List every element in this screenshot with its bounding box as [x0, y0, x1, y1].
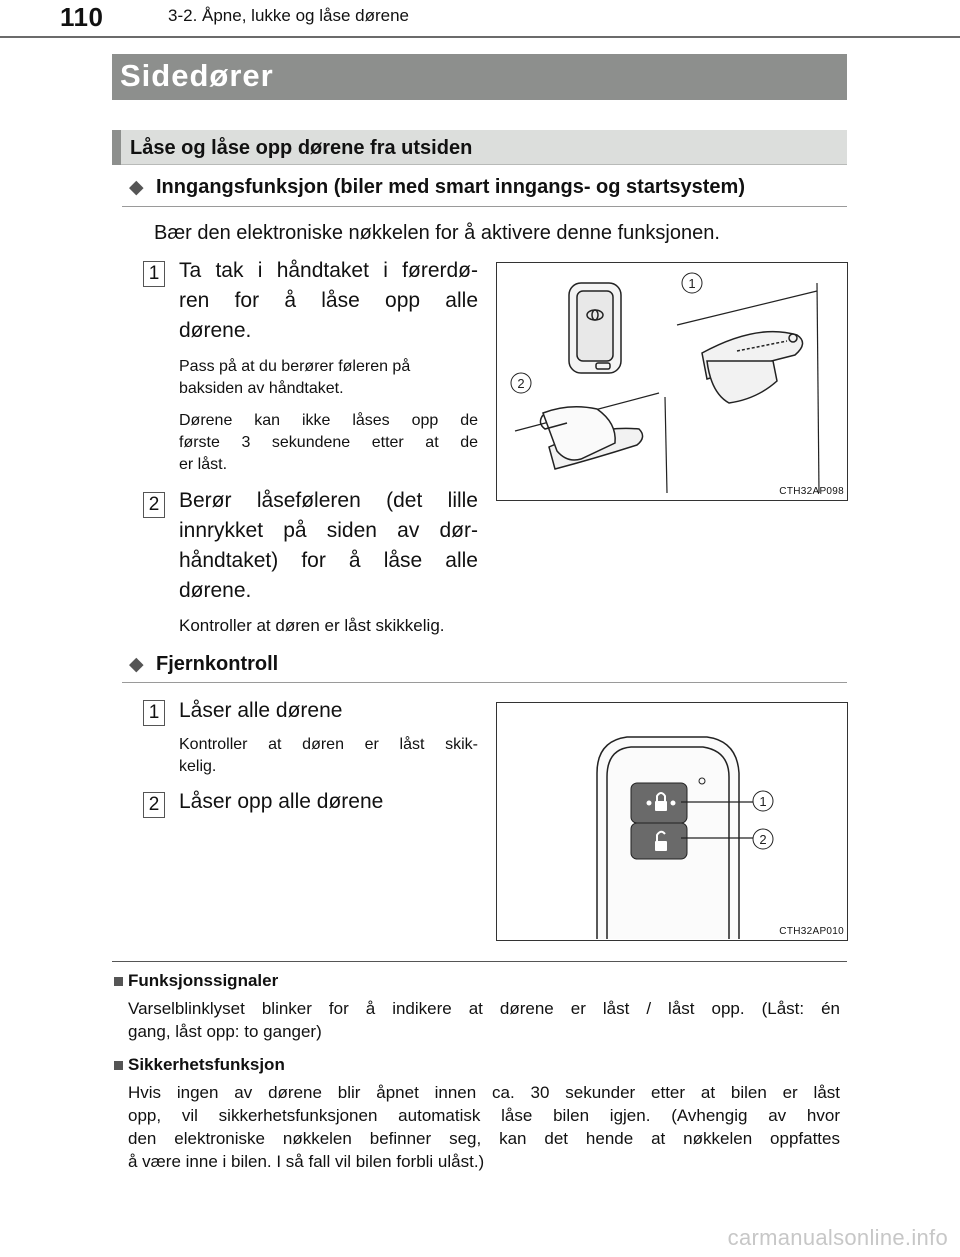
square-bullet-icon — [114, 1061, 123, 1070]
note-line: kelig. — [179, 758, 217, 775]
note-line: Hvis ingen av dørene blir åpnet innen ca. 30 sekunder etter at bilen er låst — [128, 1083, 840, 1102]
figure-code: CTH32AP010 — [779, 926, 844, 937]
diamond-icon: ◆ — [129, 654, 144, 675]
step2-line: innrykket på siden av dør- — [179, 519, 478, 542]
entry-heading: Inngangsfunksjon (biler med smart inngangs- og startsystem) — [156, 176, 745, 198]
remote-step1-note — [179, 734, 478, 778]
note-body — [128, 997, 840, 1043]
callout-1-label: 1 — [759, 794, 767, 809]
remote-illustration — [497, 703, 847, 940]
step-number-1: 1 — [143, 261, 165, 287]
note-line: gang, låst opp: to ganger) — [128, 1022, 322, 1041]
note-line: opp, vil sikkerhetsfunksjonen automatisk låse bilen igjen. (Avhengig av hvor — [128, 1106, 840, 1125]
entry-step2-note: Kontroller at døren er låst skikkelig. — [179, 616, 445, 635]
step1-line: ren for å låse opp alle — [179, 289, 478, 312]
step2-line: dørene. — [179, 579, 252, 602]
note-line: baksiden av håndtaket. — [179, 380, 344, 397]
running-title: 3-2. Åpne, lukke og låse dørene — [168, 6, 409, 25]
note-line: den elektroniske nøkkelen befinner seg, kan det hende at nøkkelen oppfattes — [128, 1129, 840, 1148]
callout-1-label: 1 — [688, 276, 696, 291]
note-line: Dørene kan ikke låses opp de — [179, 412, 478, 429]
step1-line: Ta tak i håndtaket i førerdø- — [179, 259, 478, 282]
remote-step-number-1: 1 — [143, 700, 165, 726]
door-handle-illustration — [497, 263, 847, 500]
note-title: Funksjonssignaler — [128, 971, 279, 990]
lock-button — [631, 783, 687, 823]
note-line: Pass på at du berører føleren på — [179, 358, 411, 375]
note-line: første 3 sekundene etter at de — [179, 434, 478, 451]
remote-heading: Fjernkontroll — [156, 653, 279, 675]
step2-line: håndtaket) for å låse alle — [179, 549, 478, 572]
note-line: Varselblinklyset blinker for å indikere at dørene er låst / låst opp. (Låst: én — [128, 999, 840, 1018]
remote-heading-rule — [122, 682, 847, 683]
entry-intro: Bær den elektroniske nøkkelen for å aktivere denne funksjonen. — [154, 222, 720, 244]
entry-heading-rule — [122, 206, 847, 207]
note-line: er låst. — [179, 456, 228, 473]
unlock-button — [631, 823, 687, 859]
notes-rule — [112, 961, 847, 962]
entry-step1-note1 — [179, 356, 478, 400]
diamond-icon: ◆ — [129, 177, 144, 198]
remote-step-number-2: 2 — [143, 792, 165, 818]
door-handle-upper — [702, 332, 803, 403]
section-title: Sidedører — [120, 58, 274, 93]
note-line: Kontroller at døren er låst skik- — [179, 736, 478, 753]
subsection-accent — [112, 130, 121, 165]
step-number-2: 2 — [143, 492, 165, 518]
header-rule — [0, 36, 960, 38]
callout-2-label: 2 — [517, 376, 525, 391]
step1-line: dørene. — [179, 319, 252, 342]
door-handle-lower — [540, 407, 642, 469]
entry-step2-text — [179, 486, 478, 606]
remote-step2: Låser opp alle dørene — [179, 790, 384, 813]
subsection-title: Låse og låse opp dørene fra utsiden — [130, 137, 473, 159]
door-handle-figure — [496, 262, 848, 501]
note-body — [128, 1081, 840, 1173]
note-line: å være inne i bilen. I så fall vil bilen forbli ulåst.) — [128, 1152, 485, 1171]
remote-figure — [496, 702, 848, 941]
entry-step1-note2 — [179, 410, 478, 476]
square-bullet-icon — [114, 977, 123, 986]
smart-key-icon — [569, 283, 621, 373]
note-title: Sikkerhetsfunksjon — [128, 1055, 285, 1074]
page-number: 110 — [60, 2, 104, 32]
callout-2-label: 2 — [759, 832, 767, 847]
remote-step1: Låser alle dørene — [179, 699, 343, 722]
step2-line: Berør låseføleren (det lille — [179, 489, 478, 512]
entry-step1-text — [179, 256, 478, 346]
figure-code: CTH32AP098 — [779, 486, 844, 497]
watermark[interactable]: carmanualsonline.info — [727, 1225, 948, 1250]
